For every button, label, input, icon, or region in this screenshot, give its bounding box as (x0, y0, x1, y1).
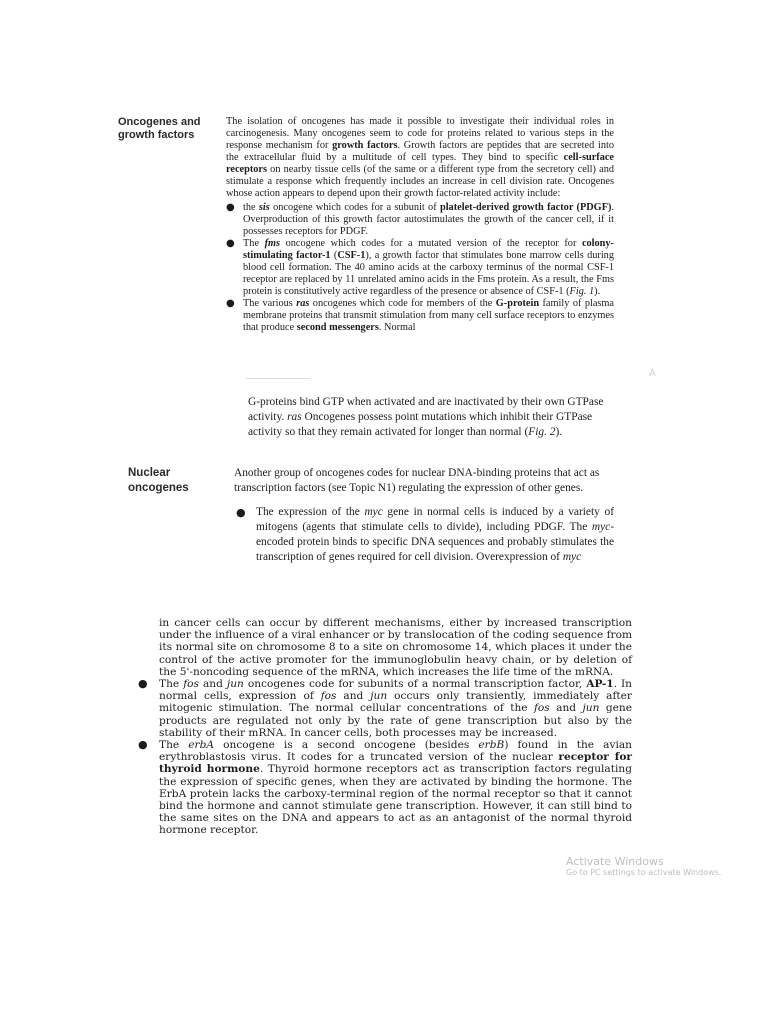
bullet-icon: ● (226, 238, 235, 249)
cut-edge-line (246, 378, 310, 379)
term-g-protein: G-protein (495, 298, 540, 309)
term-pdgf: platelet-derived growth factor (439, 202, 574, 213)
term-sis: sis (258, 202, 270, 213)
text: the (243, 202, 259, 213)
bullet-icon: ● (138, 738, 148, 752)
paragraph-myc-continuation: in cancer cells can occur by different mechanisms, either by increased transcription under the influence of a viral enhancer or by translocation of the coding sequence from its normal site on chromosome 8 to a site on chromosome 14, which places it under the control of the active promoter for the immunoglobulin heavy chain, or by deletion of the 5'-noncoding sequence of the mRNA, which increases the life time of the mRNA. (159, 617, 632, 678)
text: . In normal cells, expression of (159, 678, 633, 703)
paragraph-intro (226, 116, 614, 200)
term-ap1: AP-1 (586, 678, 614, 691)
text: oncogenes code for subunits of a normal transcription factor, (243, 678, 587, 691)
text: family of plasma membrane proteins that transmit stimulation from many cell surface receptors to enzymes that produce (243, 298, 614, 333)
section-nuclear-oncogenes (234, 466, 614, 565)
heading-line-1: Nuclear (128, 467, 171, 479)
activate-windows-watermark (566, 855, 722, 878)
watermark-line-1: Activate Windows (566, 855, 664, 868)
text: G-proteins bind GTP when activated and are inactivated by their own GTPase activity. (248, 396, 604, 423)
heading-oncogenes-growth-factors (118, 116, 201, 142)
text: ) found in the avian erythroblastosis virus. It codes for a truncated version of the nuclear (159, 739, 633, 764)
text: oncogene which codes for a subunit of (269, 202, 440, 213)
term-ras: ras (287, 411, 302, 423)
text: oncogene which codes for a mutated version of the receptor for (280, 238, 582, 249)
text: The isolation of oncogenes has made it possible to investigate their individual roles in carcinogenesis. Many oncogenes seem to code for proteins related to various steps in the response mechanism for (226, 116, 614, 151)
text: ), a growth factor that stimulates bone marrow cells during blood cell formation. The 40 amino acids at the carboxy terminus of the normal CSF-1 receptor are replaced by 11 unrelated amino acids in the Fms protein. As a result, the Fms protein is constitutively active regardless of the presence or absence of CSF-1 ( (243, 250, 614, 297)
bullet-icon: ● (226, 298, 235, 309)
heading-line-2: growth factors (118, 129, 195, 141)
section-myc-continuation (138, 617, 632, 837)
bullet-icon: ● (226, 202, 235, 213)
term-erbb: erbB (478, 739, 505, 752)
term-fms: fms (264, 238, 281, 249)
paragraph-g-protein (248, 395, 610, 440)
growth-factor-oncogene-list (226, 202, 614, 334)
text: The expression of the (256, 506, 365, 518)
text: ( (330, 250, 338, 261)
text: . Normal (378, 322, 416, 333)
text: The (159, 678, 184, 691)
text: gene products are regulated not only by the rate of gene transcription but also by the stability of their mRNA. In cancer cells, both processes may be increased. (159, 702, 633, 739)
list-item-myc (234, 505, 614, 565)
text: . Growth factors are peptides that are secreted into the extracellular fluid by a multitude of cell types. They bind to specific (226, 140, 615, 163)
list-item-fos-jun (138, 678, 632, 739)
text: on nearby tissue cells (of the same or a different type from the secretory cell) and stimulate a response which frequently includes an increase in cell division rate. Oncogenes whose action appears to depend upon their growth factor-related activity include: (226, 164, 614, 199)
heading-line-1: Oncogenes and (118, 116, 201, 128)
text: ). (555, 426, 563, 438)
bullet-icon: ● (138, 677, 148, 691)
text: and (336, 690, 371, 703)
text: gene in normal cells is induced by a variety of mitogens (agents that stimulate cells to divide), including PDGF. The (256, 506, 614, 533)
term-second-messengers: second messengers (296, 322, 379, 333)
term-jun: jun (226, 678, 244, 691)
term-jun: jun (370, 690, 388, 703)
list-item-sis (226, 202, 614, 238)
bullet-icon: ● (236, 506, 246, 519)
term-myc: myc (364, 506, 383, 518)
term-fos: fos (183, 678, 199, 691)
section-g-protein-continuation (248, 395, 610, 440)
term-erba: erbA (188, 739, 215, 752)
text: ). (594, 286, 601, 297)
term-csf1-abbr: CSF-1 (337, 250, 366, 261)
term-cell-surface-receptors: cell-surface receptors (226, 152, 614, 175)
term-csf1: colony-stimulating factor-1 (243, 238, 614, 261)
nuclear-oncogene-list-continued (138, 678, 632, 837)
list-item-fms (226, 238, 614, 298)
text: . Thyroid hormone receptors act as transcription factors regulating the expression of specific genes, when they are activated by binding the hormone. The ErbA protein lacks the carboxy-terminal region of the normal receptor so that it cannot bind the hormone and cannot stimulate gene transcription. However, it can still bind to the same sites on the DNA and appears to act as an antagonist of the normal thyroid hormone receptor. (159, 763, 632, 837)
text: and (198, 678, 227, 691)
stray-mark: A (649, 368, 656, 379)
term-ras: ras (296, 298, 310, 309)
nuclear-oncogene-list (234, 505, 614, 565)
section-growth-factors (226, 116, 614, 334)
text: . Overproduction of this growth factor autostimulates the growth of the cancer cell, if it possesses receptors for PDGF. (243, 202, 614, 237)
heading-line-2: oncogenes (128, 482, 189, 494)
list-item-ras (226, 298, 614, 334)
paragraph-nuclear-intro: Another group of oncogenes codes for nuclear DNA-binding proteins that act as transcription factors (see Topic N1) regulating the expression of other genes. (234, 467, 600, 494)
term-myc: myc (591, 521, 611, 533)
text: and (549, 702, 583, 715)
heading-nuclear-oncogenes (128, 466, 189, 496)
term-jun: jun (582, 702, 600, 715)
term-fos: fos (320, 690, 337, 703)
term-myc: myc (562, 551, 582, 563)
figure-ref-2: Fig. 2 (528, 426, 556, 438)
text: oncogenes which code for members of the (309, 298, 496, 309)
text: The various (243, 298, 297, 309)
term-thyroid-receptor: receptor for thyroid hormone (159, 751, 632, 776)
text: occurs only transiently, immediately after mitogenic stimulation. The normal cellular concentrations of the (159, 690, 632, 715)
watermark-line-2: Go to PC settings to activate Windows. (566, 868, 722, 877)
list-item-erba (138, 739, 632, 837)
text: oncogene is a second oncogene (besides (214, 739, 479, 752)
term-growth-factors: growth factors (332, 140, 398, 151)
text: Oncogenes possess point mutations which inhibit their GTPase activity so that they remain activated for longer than normal ( (248, 411, 593, 438)
text: The (243, 238, 265, 249)
text: -encoded protein binds to specific DNA sequences and probably stimulates the transcription of genes required for cell division. Overexpression of (256, 521, 614, 563)
term-pdgf-abbr: (PDGF) (573, 202, 612, 213)
figure-ref-1: Fig. 1 (569, 286, 595, 297)
term-fos: fos (533, 702, 550, 715)
text: The (159, 739, 189, 752)
